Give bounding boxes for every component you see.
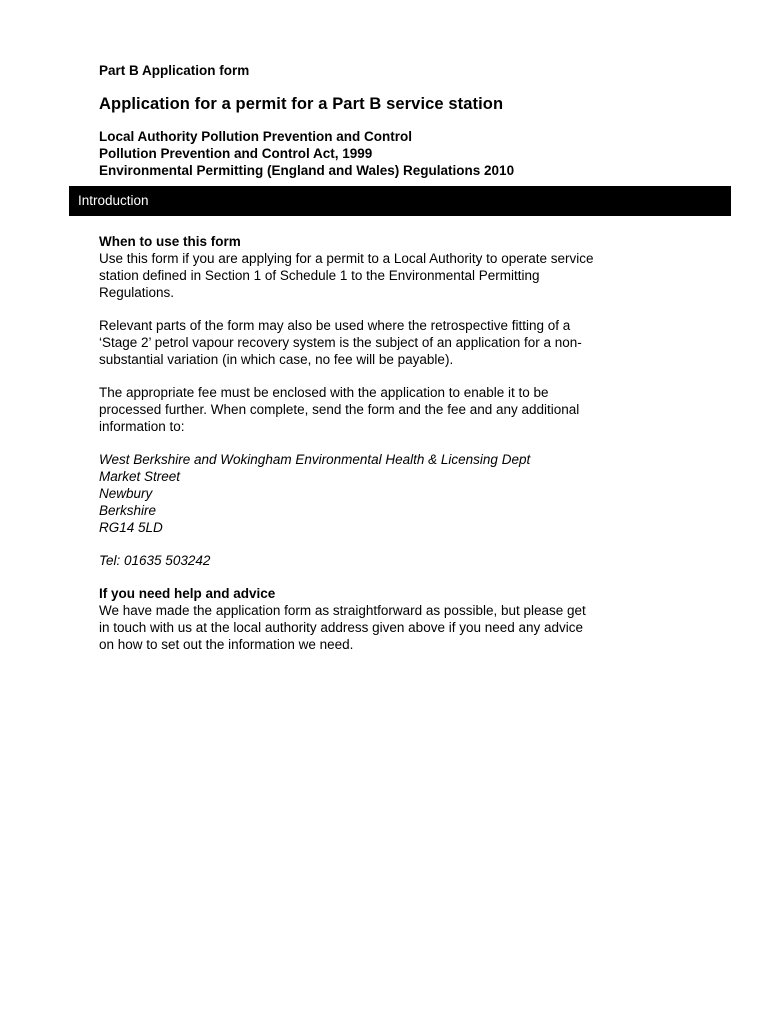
introduction-content: [99, 233, 679, 653]
paragraph-gap: [99, 301, 679, 317]
body-line: Use this form if you are applying for a permit to a Local Authority to operate service: [99, 251, 594, 266]
address-line: Berkshire: [99, 503, 157, 518]
address-line: RG14 5LD: [99, 520, 163, 535]
body-line: ‘Stage 2’ petrol vapour recovery system is the subject of an application for a non-: [99, 335, 582, 350]
paragraph-gap: [99, 435, 679, 451]
body-line: substantial variation (in which case, no fee will be payable).: [99, 352, 454, 367]
legislation-block: [99, 128, 514, 179]
legislation-line: Local Authority Pollution Prevention and Control: [99, 129, 412, 144]
body-line: Regulations.: [99, 285, 175, 300]
paragraph-gap: [99, 368, 679, 384]
legislation-line: Pollution Prevention and Control Act, 1999: [99, 146, 373, 161]
help-heading: If you need help and advice: [99, 586, 276, 601]
page-title: Application for a permit for a Part B service station: [99, 95, 504, 113]
body-line: information to:: [99, 419, 185, 434]
legislation-line: Environmental Permitting (England and Wales) Regulations 2010: [99, 163, 515, 178]
body-line: Relevant parts of the form may also be used where the retrospective fitting of a: [99, 318, 571, 333]
section-header-introduction: Introduction: [69, 186, 731, 216]
body-line: We have made the application form as straightforward as possible, but please get: [99, 603, 586, 618]
body-line: station defined in Section 1 of Schedule 1 to the Environmental Permitting: [99, 268, 540, 283]
body-line: The appropriate fee must be enclosed with the application to enable it to be: [99, 385, 549, 400]
paragraph-gap: [99, 569, 679, 585]
paragraph-gap: [99, 536, 679, 552]
body-line: on how to set out the information we need.: [99, 637, 354, 652]
address-line: Newbury: [99, 486, 153, 501]
telephone-number: Tel: 01635 503242: [99, 553, 211, 568]
address-line: West Berkshire and Wokingham Environmental Health & Licensing Dept: [99, 452, 531, 467]
form-type-label: Part B Application form: [99, 63, 250, 78]
body-line: in touch with us at the local authority address given above if you need any advice: [99, 620, 584, 635]
when-to-use-heading: When to use this form: [99, 234, 241, 249]
address-line: Market Street: [99, 469, 181, 484]
body-line: processed further. When complete, send the form and the fee and any additional: [99, 402, 580, 417]
